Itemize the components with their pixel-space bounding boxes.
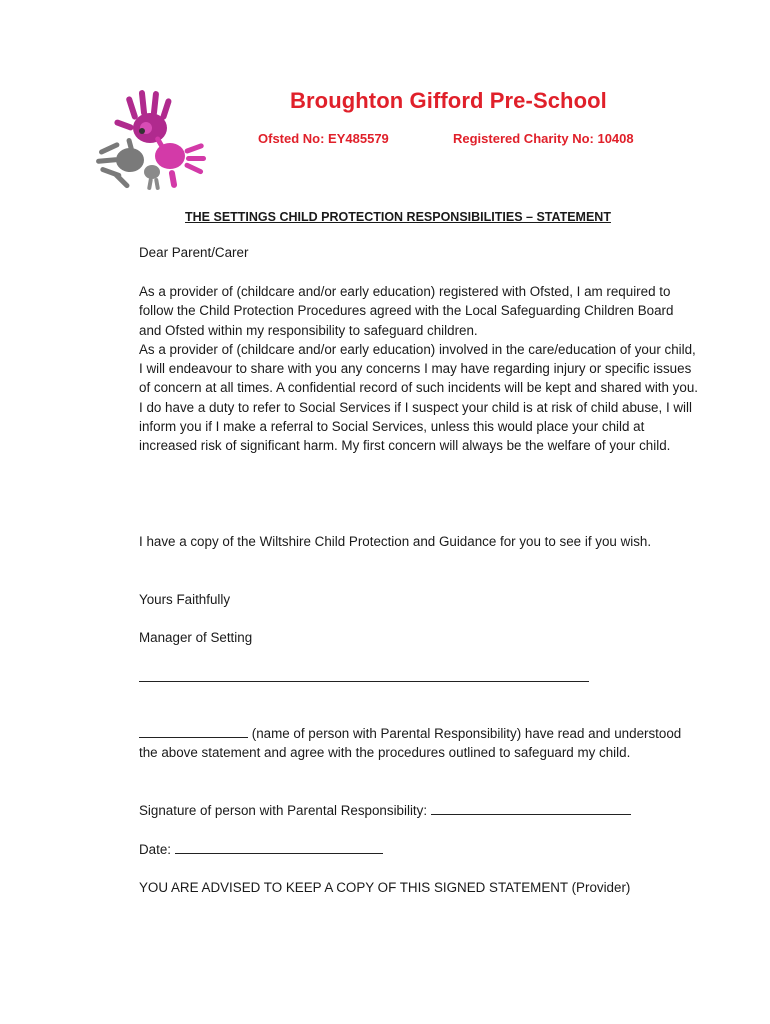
signature-label: Signature of person with Parental Responsibility: <box>139 803 428 818</box>
copy-note: I have a copy of the Wiltshire Child Protection and Guidance for you to see if you wish. <box>139 534 652 549</box>
document-heading-text: THE SETTINGS CHILD PROTECTION RESPONSIBILITIES – STATEMENT <box>185 210 611 224</box>
ofsted-number: Ofsted No: EY485579 <box>258 131 389 146</box>
advice-note: YOU ARE ADVISED TO KEEP A COPY OF THIS SIGNED STATEMENT (Provider) <box>139 880 631 895</box>
parent-name-field[interactable] <box>139 725 248 738</box>
closing: Yours Faithfully <box>139 592 231 607</box>
salutation: Dear Parent/Carer <box>139 245 249 260</box>
document-heading <box>0 208 770 226</box>
paragraph-concerns: As a provider of (childcare and/or early education) involved in the care/education of your child, I will endeavour to share with you any concerns I may have regarding injury or specific issues of concern at all times. A confidential record of such incidents will be kept and shared with you. <box>139 341 698 396</box>
date-label: Date: <box>139 842 172 857</box>
parent-statement <box>139 724 699 763</box>
school-name: Broughton Gifford Pre-School <box>290 88 607 113</box>
date-row <box>139 840 699 859</box>
signature-row <box>139 801 699 820</box>
signature-field[interactable] <box>431 802 631 815</box>
statement-body <box>139 282 699 456</box>
handprints-logo-icon <box>92 88 207 193</box>
charity-number: Registered Charity No: 10408 <box>453 131 634 146</box>
parent-statement-text: (name of person with Parental Responsibility) have read and understood the above statement and agree with the procedures outlined to safeguard my child. <box>139 726 682 761</box>
paragraph-registration: As a provider of (childcare and/or early education) registered with Ofsted, I am required to follow the Child Protection Procedures agreed with the Local Safeguarding Children Board and Ofsted within my responsibility to safeguard children. <box>139 284 674 338</box>
signoff: Manager of Setting <box>139 630 253 645</box>
manager-signature-line[interactable] <box>139 668 699 687</box>
date-field[interactable] <box>175 841 383 854</box>
paragraph-duty: I do have a duty to refer to Social Services if I suspect your child is at risk of child abuse, I will inform you if I make a referral to Social Services, unless this would place your child at increased risk of significant harm. My first concern will always be the welfare of your child. <box>139 399 692 454</box>
